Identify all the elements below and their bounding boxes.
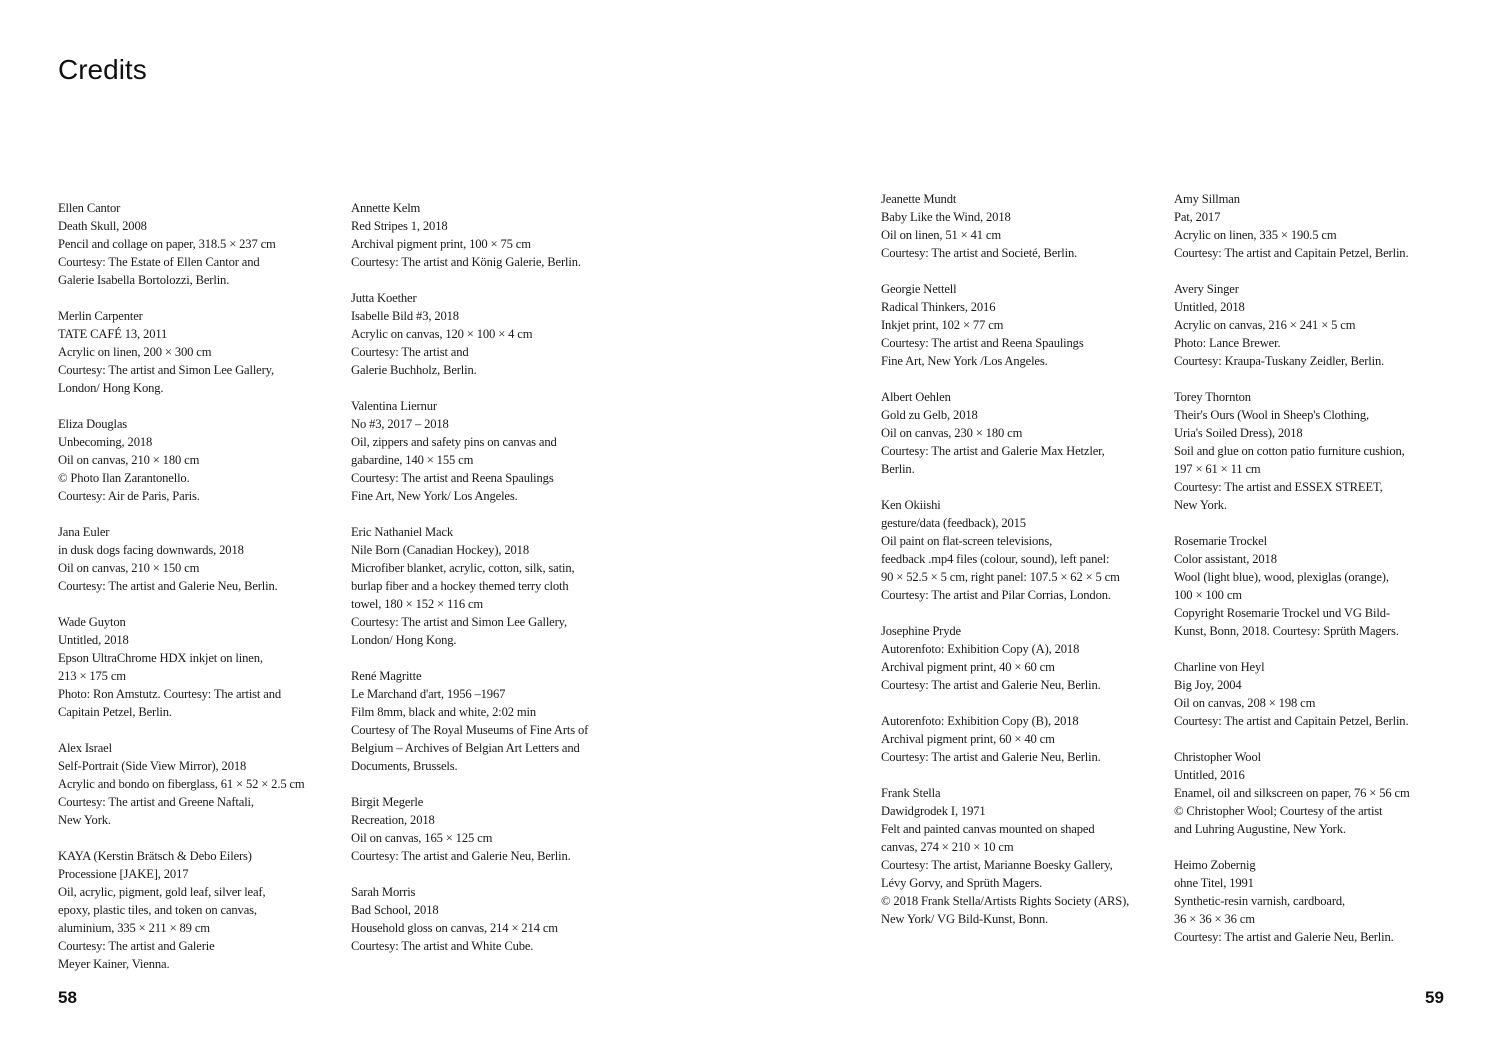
credit-detail-line: Uria's Soiled Dress), 2018 bbox=[1174, 426, 1303, 440]
credit-entry bbox=[1174, 748, 1464, 838]
credit-detail-line: 100 × 100 cm bbox=[1174, 588, 1242, 602]
credits-column-1 bbox=[58, 199, 348, 991]
credit-detail-line: Acrylic and bondo on fiberglass, 61 × 52 × 2.5 cm bbox=[58, 777, 305, 791]
credit-detail-line: Pat, 2017 bbox=[1174, 210, 1221, 224]
credit-detail-line: New York/ VG Bild-Kunst, Bonn. bbox=[881, 912, 1049, 926]
credit-detail-line: Self-Portrait (Side View Mirror), 2018 bbox=[58, 759, 247, 773]
credit-entry bbox=[881, 496, 1171, 604]
credit-detail-line: Archival pigment print, 40 × 60 cm bbox=[881, 660, 1055, 674]
credit-entry bbox=[881, 280, 1171, 370]
credit-detail-line: Oil paint on flat-screen televisions, bbox=[881, 534, 1053, 548]
credit-detail-line: TATE CAFÉ 13, 2011 bbox=[58, 327, 168, 341]
credit-entry bbox=[58, 613, 348, 721]
credit-detail-line: Archival pigment print, 100 × 75 cm bbox=[351, 237, 531, 251]
credit-entry bbox=[1174, 280, 1464, 370]
credit-detail-line: London/ Hong Kong. bbox=[351, 633, 457, 647]
credit-detail-line: Oil, acrylic, pigment, gold leaf, silver leaf, bbox=[58, 885, 266, 899]
credit-detail-line: Photo: Ron Amstutz. Courtesy: The artist and bbox=[58, 687, 281, 701]
credit-detail-line: © Christopher Wool; Courtesy of the artist bbox=[1174, 804, 1383, 818]
credit-detail-line: Gold zu Gelb, 2018 bbox=[881, 408, 978, 422]
credit-entry bbox=[58, 415, 348, 505]
credit-detail-line: 36 × 36 × 36 cm bbox=[1174, 912, 1255, 926]
credit-entry bbox=[351, 523, 641, 649]
credit-detail-line: Autorenfoto: Exhibition Copy (A), 2018 bbox=[881, 642, 1080, 656]
credit-detail-line: 197 × 61 × 11 cm bbox=[1174, 462, 1261, 476]
credit-artist-line: Charline von Heyl bbox=[1174, 660, 1265, 674]
credit-artist-line: Sarah Morris bbox=[351, 885, 416, 899]
credit-entry bbox=[351, 397, 641, 505]
credit-detail-line: © 2018 Frank Stella/Artists Rights Society (ARS), bbox=[881, 894, 1130, 908]
credit-detail-line: Pencil and collage on paper, 318.5 × 237 cm bbox=[58, 237, 276, 251]
credit-entry bbox=[351, 667, 641, 775]
credit-artist-line: Torey Thornton bbox=[1174, 390, 1251, 404]
credit-entry bbox=[1174, 532, 1464, 640]
credit-detail-line: Untitled, 2016 bbox=[1174, 768, 1245, 782]
credit-detail-line: Courtesy: The artist and ESSEX STREET, bbox=[1174, 480, 1383, 494]
credit-detail-line: Oil on linen, 51 × 41 cm bbox=[881, 228, 1001, 242]
credit-detail-line: Archival pigment print, 60 × 40 cm bbox=[881, 732, 1055, 746]
page-title: Credits bbox=[58, 54, 147, 85]
credit-detail-line: gesture/data (feedback), 2015 bbox=[881, 516, 1026, 530]
credits-column-4 bbox=[1174, 190, 1464, 964]
credit-detail-line: gabardine, 140 × 155 cm bbox=[351, 453, 474, 467]
credit-detail-line: Courtesy: The artist and White Cube. bbox=[351, 939, 534, 953]
credit-detail-line: Courtesy: The artist and Greene Naftali, bbox=[58, 795, 254, 809]
credit-detail-line: Courtesy: The artist and Societé, Berlin. bbox=[881, 246, 1078, 260]
credit-entry bbox=[1174, 388, 1464, 514]
credit-entry bbox=[58, 199, 348, 289]
credit-detail-line: Courtesy: The artist and Galerie Max Hetzler, bbox=[881, 444, 1105, 458]
credit-detail-line: New York. bbox=[58, 813, 111, 827]
credit-detail-line: Acrylic on linen, 335 × 190.5 cm bbox=[1174, 228, 1337, 242]
credit-artist-line: Amy Sillman bbox=[1174, 192, 1240, 206]
credit-detail-line: Courtesy: The artist and Simon Lee Gallery, bbox=[351, 615, 567, 629]
credit-artist-line: Alex Israel bbox=[58, 741, 112, 755]
credit-entry bbox=[58, 307, 348, 397]
credit-entry bbox=[1174, 190, 1464, 262]
credit-artist-line: Ken Okiishi bbox=[881, 498, 941, 512]
credit-detail-line: Courtesy: The artist and Reena Spaulings bbox=[351, 471, 554, 485]
credit-entry bbox=[1174, 856, 1464, 946]
credit-detail-line: Unbecoming, 2018 bbox=[58, 435, 153, 449]
credit-detail-line: Documents, Brussels. bbox=[351, 759, 458, 773]
credit-entry bbox=[351, 883, 641, 955]
credits-column-2 bbox=[351, 199, 641, 973]
credit-artist-line: Birgit Megerle bbox=[351, 795, 424, 809]
credit-detail-line: Le Marchand d'art, 1956 –1967 bbox=[351, 687, 506, 701]
credits-column-3 bbox=[881, 190, 1171, 946]
credit-detail-line: New York. bbox=[1174, 498, 1227, 512]
credit-detail-line: Courtesy: Air de Paris, Paris. bbox=[58, 489, 200, 503]
credit-detail-line: Oil on canvas, 165 × 125 cm bbox=[351, 831, 493, 845]
credit-detail-line: Color assistant, 2018 bbox=[1174, 552, 1277, 566]
credit-detail-line: and Luhring Augustine, New York. bbox=[1174, 822, 1346, 836]
credit-artist-line: Avery Singer bbox=[1174, 282, 1239, 296]
credit-detail-line: Courtesy: The artist and Galerie bbox=[58, 939, 215, 953]
credit-detail-line: Kunst, Bonn, 2018. Courtesy: Sprüth Magers. bbox=[1174, 624, 1399, 638]
credit-artist-line: Albert Oehlen bbox=[881, 390, 951, 404]
credit-detail-line: Soil and glue on cotton patio furniture cushion, bbox=[1174, 444, 1405, 458]
credit-detail-line: Courtesy: The artist and Pilar Corrias, London. bbox=[881, 588, 1111, 602]
credit-detail-line: Belgium – Archives of Belgian Art Letters and bbox=[351, 741, 580, 755]
credit-detail-line: Baby Like the Wind, 2018 bbox=[881, 210, 1011, 224]
credit-detail-line: Courtesy: The artist and Galerie Neu, Berlin. bbox=[58, 579, 278, 593]
credit-entry bbox=[351, 289, 641, 379]
credit-artist-line: Jutta Koether bbox=[351, 291, 417, 305]
credit-artist-line: Jeanette Mundt bbox=[881, 192, 957, 206]
credit-detail-line: Oil on canvas, 230 × 180 cm bbox=[881, 426, 1023, 440]
credit-detail-line: Courtesy: The artist and Reena Spaulings bbox=[881, 336, 1084, 350]
credit-artist-line: Jana Euler bbox=[58, 525, 110, 539]
credit-detail-line: feedback .mp4 files (colour, sound), left panel: bbox=[881, 552, 1110, 566]
credit-detail-line: Synthetic-resin varnish, cardboard, bbox=[1174, 894, 1346, 908]
credit-entry bbox=[881, 712, 1171, 766]
credit-detail-line: Berlin. bbox=[881, 462, 915, 476]
credit-artist-line: Christopher Wool bbox=[1174, 750, 1261, 764]
credit-entry bbox=[58, 523, 348, 595]
credit-detail-line: Radical Thinkers, 2016 bbox=[881, 300, 996, 314]
credit-entry bbox=[881, 388, 1171, 478]
credit-entry bbox=[58, 847, 348, 973]
credit-detail-line: Microfiber blanket, acrylic, cotton, silk, satin, bbox=[351, 561, 575, 575]
credit-artist-line: Josephine Pryde bbox=[881, 624, 961, 638]
credit-artist-line: Ellen Cantor bbox=[58, 201, 121, 215]
page-number-right: 59 bbox=[1425, 988, 1444, 1007]
credit-entry bbox=[881, 622, 1171, 694]
credit-detail-line: Untitled, 2018 bbox=[58, 633, 129, 647]
credit-artist-line: Merlin Carpenter bbox=[58, 309, 143, 323]
credit-detail-line: 90 × 52.5 × 5 cm, right panel: 107.5 × 62 × 5 cm bbox=[881, 570, 1120, 584]
credit-detail-line: Lévy Gorvy, and Sprüth Magers. bbox=[881, 876, 1043, 890]
credit-artist-line: Georgie Nettell bbox=[881, 282, 957, 296]
credit-artist-line: Valentina Liernur bbox=[351, 399, 437, 413]
credit-artist-line: Rosemarie Trockel bbox=[1174, 534, 1267, 548]
credit-detail-line: Courtesy: The Estate of Ellen Cantor and bbox=[58, 255, 260, 269]
credit-detail-line: Epson UltraChrome HDX inkjet on linen, bbox=[58, 651, 263, 665]
credit-detail-line: Courtesy of The Royal Museums of Fine Arts of bbox=[351, 723, 589, 737]
credit-detail-line: Oil on canvas, 208 × 198 cm bbox=[1174, 696, 1316, 710]
credit-detail-line: Processione [JAKE], 2017 bbox=[58, 867, 189, 881]
credit-detail-line: Capitain Petzel, Berlin. bbox=[58, 705, 172, 719]
credit-detail-line: Courtesy: The artist and Galerie Neu, Berlin. bbox=[351, 849, 571, 863]
credit-detail-line: Their's Ours (Wool in Sheep's Clothing, bbox=[1174, 408, 1369, 422]
credit-detail-line: Galerie Buchholz, Berlin. bbox=[351, 363, 477, 377]
credit-detail-line: Courtesy: The artist and Capitain Petzel, Berlin. bbox=[1174, 714, 1409, 728]
credit-detail-line: Untitled, 2018 bbox=[1174, 300, 1245, 314]
credit-detail-line: aluminium, 335 × 211 × 89 cm bbox=[58, 921, 210, 935]
credit-artist-line: Eric Nathaniel Mack bbox=[351, 525, 454, 539]
credit-artist-line: Wade Guyton bbox=[58, 615, 126, 629]
credit-detail-line: Acrylic on canvas, 216 × 241 × 5 cm bbox=[1174, 318, 1356, 332]
credit-detail-line: towel, 180 × 152 × 116 cm bbox=[351, 597, 484, 611]
credit-detail-line: Galerie Isabella Bortolozzi, Berlin. bbox=[58, 273, 230, 287]
credit-detail-line: Copyright Rosemarie Trockel und VG Bild- bbox=[1174, 606, 1390, 620]
credit-detail-line: No #3, 2017 – 2018 bbox=[351, 417, 449, 431]
credit-detail-line: Courtesy: The artist and Capitain Petzel, Berlin. bbox=[1174, 246, 1409, 260]
credit-detail-line: Courtesy: The artist and Galerie Neu, Berlin. bbox=[881, 750, 1101, 764]
credit-entry bbox=[351, 199, 641, 271]
credit-detail-line: Courtesy: The artist and Galerie Neu, Berlin. bbox=[1174, 930, 1394, 944]
credit-detail-line: in dusk dogs facing downwards, 2018 bbox=[58, 543, 244, 557]
credit-entry bbox=[881, 784, 1171, 928]
credit-detail-line: © Photo Ilan Zarantonello. bbox=[58, 471, 190, 485]
credit-artist-line: Frank Stella bbox=[881, 786, 941, 800]
credit-detail-line: Inkjet print, 102 × 77 cm bbox=[881, 318, 1004, 332]
credit-artist-line: Heimo Zobernig bbox=[1174, 858, 1256, 872]
credit-detail-line: London/ Hong Kong. bbox=[58, 381, 164, 395]
credit-detail-line: Courtesy: The artist and Simon Lee Gallery, bbox=[58, 363, 274, 377]
credit-entry bbox=[58, 739, 348, 829]
credit-detail-line: ohne Titel, 1991 bbox=[1174, 876, 1254, 890]
credit-detail-line: Courtesy: The artist and bbox=[351, 345, 469, 359]
credit-detail-line: Courtesy: The artist, Marianne Boesky Gallery, bbox=[881, 858, 1113, 872]
credit-detail-line: Dawidgrodek I, 1971 bbox=[881, 804, 986, 818]
credit-detail-line: Isabelle Bild #3, 2018 bbox=[351, 309, 459, 323]
credit-detail-line: Acrylic on canvas, 120 × 100 × 4 cm bbox=[351, 327, 533, 341]
credit-artist-line: Eliza Douglas bbox=[58, 417, 128, 431]
credit-detail-line: Oil on canvas, 210 × 180 cm bbox=[58, 453, 200, 467]
credit-detail-line: Courtesy: The artist and König Galerie, Berlin. bbox=[351, 255, 581, 269]
credit-detail-line: Enamel, oil and silkscreen on paper, 76 × 56 cm bbox=[1174, 786, 1410, 800]
credit-detail-line: Wool (light blue), wood, plexiglas (orange), bbox=[1174, 570, 1389, 584]
credit-detail-line: canvas, 274 × 210 × 10 cm bbox=[881, 840, 1014, 854]
credit-entry bbox=[881, 190, 1171, 262]
credit-detail-line: Oil, zippers and safety pins on canvas and bbox=[351, 435, 557, 449]
credit-detail-line: Recreation, 2018 bbox=[351, 813, 435, 827]
credit-artist-line: Annette Kelm bbox=[351, 201, 421, 215]
credit-detail-line: Death Skull, 2008 bbox=[58, 219, 147, 233]
credit-entry bbox=[1174, 658, 1464, 730]
credit-detail-line: Red Stripes 1, 2018 bbox=[351, 219, 448, 233]
credit-detail-line: Courtesy: Kraupa-Tuskany Zeidler, Berlin. bbox=[1174, 354, 1385, 368]
credit-detail-line: Acrylic on linen, 200 × 300 cm bbox=[58, 345, 212, 359]
credit-detail-line: Fine Art, New York/ Los Angeles. bbox=[351, 489, 518, 503]
credit-detail-line: Meyer Kainer, Vienna. bbox=[58, 957, 170, 971]
credit-detail-line: Household gloss on canvas, 214 × 214 cm bbox=[351, 921, 558, 935]
credit-artist-line: Autorenfoto: Exhibition Copy (B), 2018 bbox=[881, 714, 1079, 728]
credit-detail-line: Nile Born (Canadian Hockey), 2018 bbox=[351, 543, 529, 557]
page-number-left: 58 bbox=[58, 988, 77, 1007]
credit-detail-line: Bad School, 2018 bbox=[351, 903, 439, 917]
credit-entry bbox=[351, 793, 641, 865]
credit-detail-line: epoxy, plastic tiles, and token on canvas, bbox=[58, 903, 257, 917]
credit-detail-line: Oil on canvas, 210 × 150 cm bbox=[58, 561, 200, 575]
credit-detail-line: burlap fiber and a hockey themed terry cloth bbox=[351, 579, 569, 593]
credit-detail-line: 213 × 175 cm bbox=[58, 669, 126, 683]
credit-detail-line: Photo: Lance Brewer. bbox=[1174, 336, 1281, 350]
credit-detail-line: Big Joy, 2004 bbox=[1174, 678, 1242, 692]
credit-detail-line: Film 8mm, black and white, 2:02 min bbox=[351, 705, 537, 719]
credit-detail-line: Fine Art, New York /Los Angeles. bbox=[881, 354, 1048, 368]
credit-detail-line: Courtesy: The artist and Galerie Neu, Berlin. bbox=[881, 678, 1101, 692]
credit-artist-line: KAYA (Kerstin Brätsch & Debo Eilers) bbox=[58, 849, 252, 863]
credit-artist-line: René Magritte bbox=[351, 669, 422, 683]
credit-detail-line: Felt and painted canvas mounted on shaped bbox=[881, 822, 1095, 836]
